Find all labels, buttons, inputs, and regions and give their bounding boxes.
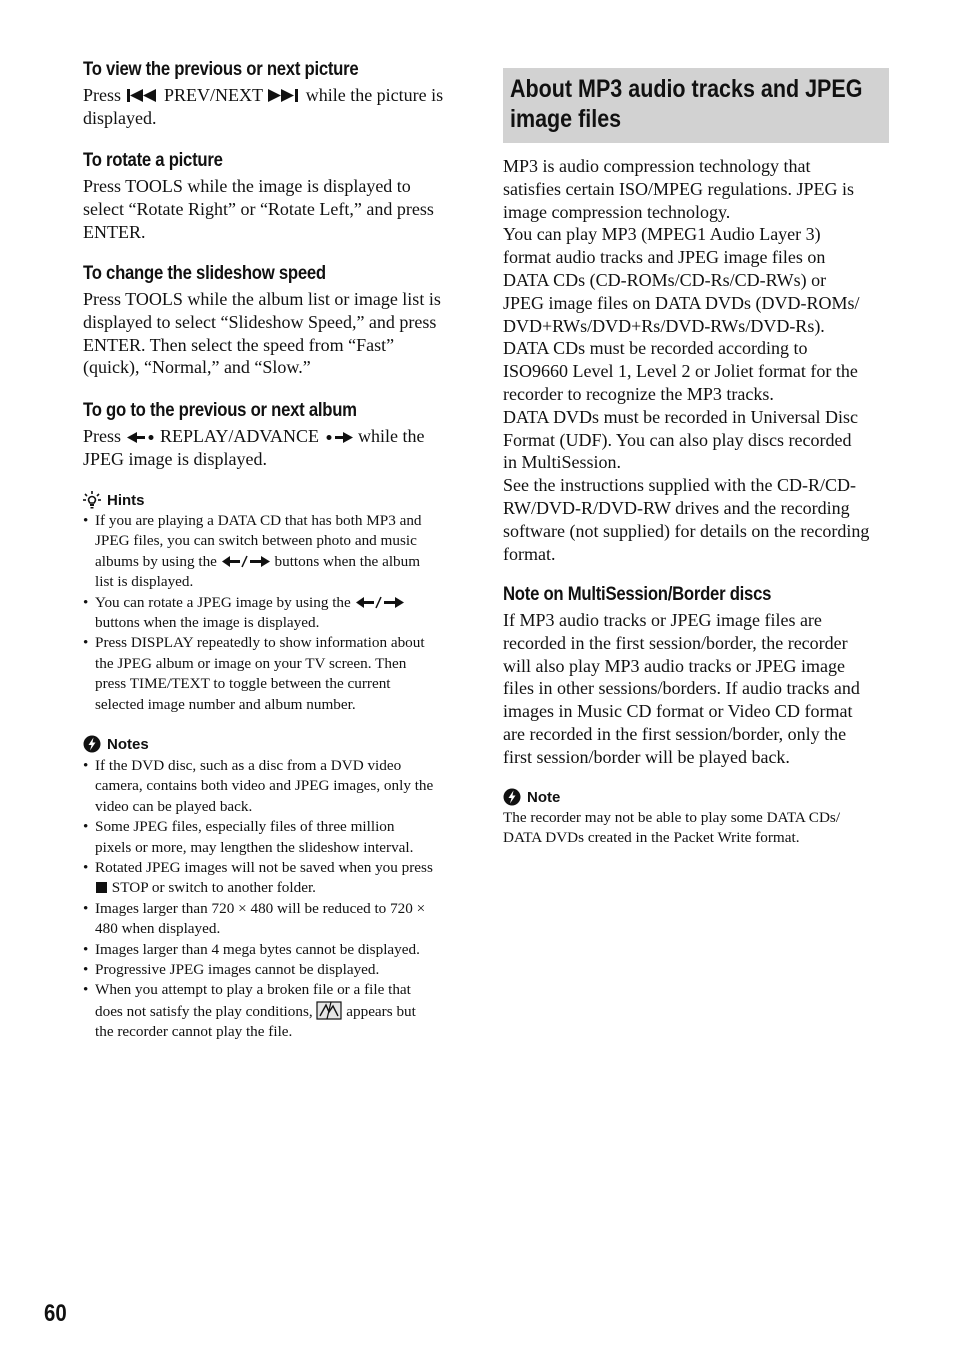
hints-heading: Hints xyxy=(83,491,145,509)
intro-paragraphs: MP3 is audio compression technology that satisfies certain ISO/MPEG regulations. JPEG is image compression technology. You can play MP3 (MPEG1 Audio Layer 3) format audio tracks and JPEG image files on DATA CDs (CD-ROMs/CD-Rs/CD-RWs) or JPEG image files on DATA DVDs (DVD-ROMs/ DVD+RWs/DVD+Rs/DVD-RWs/DVD-Rs). DATA CDs must be recorded according to ISO9660 Level 1, Level 2 or Joliet format for the recorder to recognize the MP3 tracks. DATA DVDs must be recorded in Universal Disc Format (UDF). You can also play discs recorded in MultiSession. See the instructions supplied with the CD-R/CD- RW/DVD-R/DVD-RW drives and the recording software (not supplied) for details on the recording format. xyxy=(503,156,870,564)
list-item: • Rotated JPEG images will not be saved when you press STOP or switch to another folder. xyxy=(83,858,467,899)
next-icon xyxy=(267,88,301,103)
replay-icon xyxy=(126,431,156,444)
list-item: • If the DVD disc, such as a disc from a DVD video camera, contains both video and JPEG images, only the video can be played back. xyxy=(83,756,467,817)
list-item: • Some JPEG files, especially files of three million pixels or more, may lengthen the slideshow interval. xyxy=(83,817,467,858)
prev-icon xyxy=(126,88,160,103)
heading-rotate-picture: To rotate a picture xyxy=(83,150,223,171)
heading-previous-next-picture: To view the previous or next picture xyxy=(83,59,359,80)
previous-next-picture-text: Press PREV/NEXT while the picture is displayed. xyxy=(83,85,444,128)
notes-list xyxy=(83,756,467,1043)
note-text: The recorder may not be able to play some DATA CDs/ DATA DVDs created in the Packet Write format. xyxy=(503,809,841,847)
advance-icon xyxy=(324,431,354,444)
list-item: • You can rotate a JPEG image by using the buttons when the image is displayed. xyxy=(83,593,467,634)
rotate-picture-text: Press TOOLS while the image is displayed to select “Rotate Right” or “Rotate Left,” and press ENTER. xyxy=(83,176,434,242)
list-item: • Images larger than 720 × 480 will be reduced to 720 × 480 when displayed. xyxy=(83,899,467,940)
heading-multisession: Note on MultiSession/Border discs xyxy=(503,584,772,605)
previous-next-album-text: Press REPLAY/ADVANCE while the JPEG image is displayed. xyxy=(83,426,425,469)
list-item: • Progressive JPEG images cannot be displayed. xyxy=(83,960,467,980)
list-item: • Images larger than 4 mega bytes cannot be displayed. xyxy=(83,940,467,960)
stop-icon xyxy=(95,881,108,894)
notes-heading: Notes xyxy=(83,735,149,753)
multisession-text: If MP3 audio tracks or JPEG image files are recorded in the first session/border, the recorder will also play MP3 audio tracks or JPEG image files in other sessions/borders. If audio tracks and images in Music CD format or Video CD format are recorded in the first session/border, only the first session/border will be played back. xyxy=(503,610,860,767)
caution-icon xyxy=(83,735,101,753)
section-title: About MP3 audio tracks and JPEG image files xyxy=(510,75,863,133)
page-number: 60 xyxy=(44,1300,67,1327)
list-item: • If you are playing a DATA CD that has both MP3 and JPEG files, you can switch between photo and music albums by using the buttons when the album list is displayed. xyxy=(83,511,467,593)
slideshow-speed-text: Press TOOLS while the album list or image list is displayed to select “Slideshow Speed,” and press ENTER. Then select the speed from “Fast” (quick), “Normal,” and “Slow.” xyxy=(83,289,441,378)
lightbulb-icon xyxy=(83,491,101,509)
heading-previous-next-album: To go to the previous or next album xyxy=(83,400,357,421)
broken-image-icon xyxy=(316,1001,342,1020)
heading-slideshow-speed: To change the slideshow speed xyxy=(83,263,326,284)
list-item: • When you attempt to play a broken file or a file that does not satisfy the play conditions, appears but the recorder cannot play the file. xyxy=(83,980,467,1042)
left-right-arrows-icon xyxy=(221,555,271,568)
hints-list xyxy=(83,511,467,715)
note-heading: Note xyxy=(503,788,560,806)
left-right-arrows-icon xyxy=(355,596,405,609)
list-item: • Press DISPLAY repeatedly to show information about the JPEG album or image on your TV screen. Then press TIME/TEXT to toggle between the current selected image number and album number. xyxy=(83,633,467,715)
section-banner xyxy=(503,68,889,143)
caution-icon xyxy=(503,788,521,806)
